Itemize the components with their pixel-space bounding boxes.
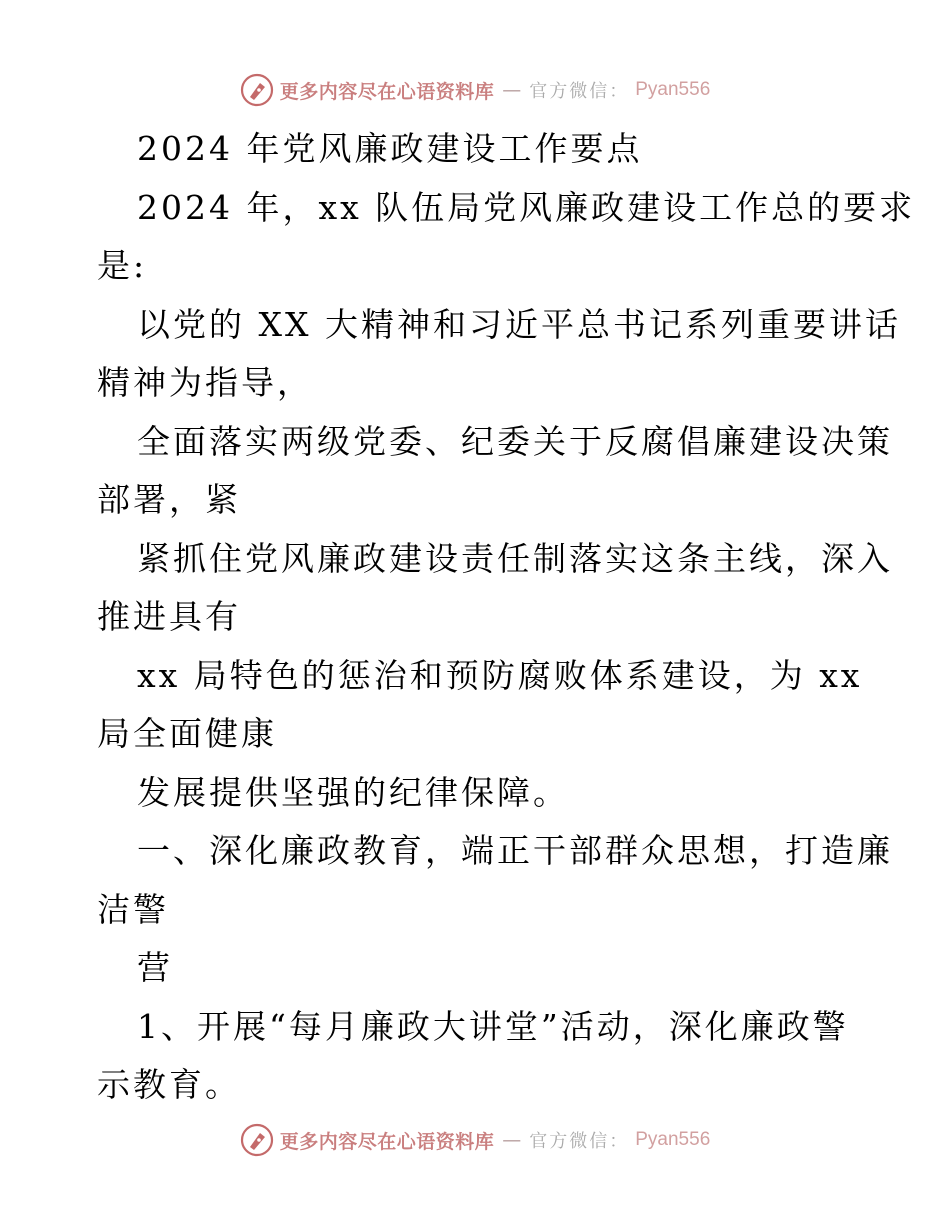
document-body [97, 120, 916, 1115]
list-item-continued: 示教育。 [97, 1065, 241, 1104]
paragraph-line: 是: [97, 246, 148, 285]
paragraph-line: 精神为指导， [97, 363, 313, 402]
paragraph-line: xx 局特色的惩治和预防腐败体系建设，为 xx [137, 655, 863, 695]
section-heading: 一、深化廉政教育，端正干部群众思想，打造廉 [137, 831, 893, 870]
pen-nib-logo-icon [240, 73, 274, 107]
watermark-text: 更多内容尽在心语资料库 [279, 1130, 495, 1153]
section-heading-continued: 洁警 [97, 889, 169, 929]
watermark-wechat-id: Pyan556 [635, 79, 711, 100]
paragraph-line: 紧抓住党风廉政建设责任制落实这条主线，深入 [137, 538, 893, 578]
paragraph-line: 以党的 XX 大精神和习近平总书记系列重要讲话 [137, 304, 901, 344]
watermark-wechat-label: 官方微信： [529, 81, 630, 102]
watermark-header [0, 70, 950, 110]
paragraph-line: 2024 年，xx 队伍局党风廉政建设工作总的要求 [137, 187, 916, 227]
paragraph-line: 全面落实两级党委、纪委关于反腐倡廉建设决策 [137, 421, 893, 461]
paragraph-line: 发展提供坚强的纪律保障。 [137, 772, 569, 812]
watermark-separator: — [502, 79, 522, 101]
watermark-separator: — [502, 1129, 522, 1151]
watermark-footer [0, 1120, 950, 1160]
paragraph-line: 推进具有 [97, 597, 241, 636]
watermark-wechat-label: 官方微信： [529, 1131, 630, 1152]
section-heading-continued: 营 [137, 948, 173, 987]
pen-nib-logo-icon [240, 1123, 274, 1157]
watermark-text: 更多内容尽在心语资料库 [279, 80, 495, 103]
list-item: 1、开展“每月廉政大讲堂”活动，深化廉政警 [137, 1006, 849, 1046]
watermark-wechat-id: Pyan556 [635, 1129, 711, 1150]
document-title: 2024 年党风廉政建设工作要点 [137, 129, 643, 168]
paragraph-line: 部署，紧 [97, 480, 241, 519]
paragraph-line: 局全面健康 [97, 714, 277, 753]
